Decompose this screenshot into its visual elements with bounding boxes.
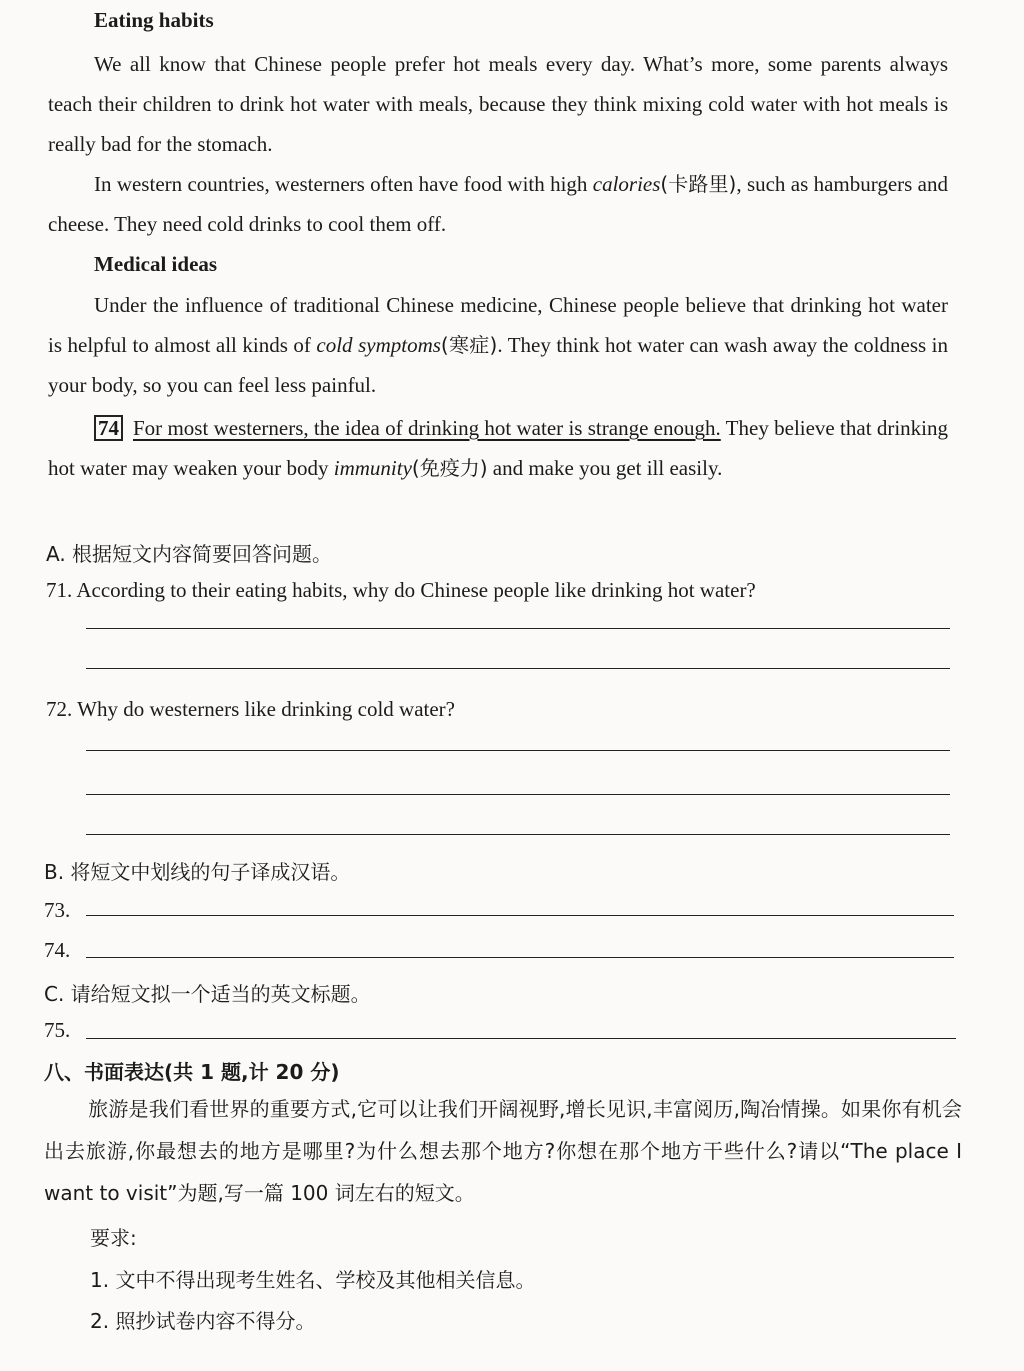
paragraph-1-text: We all know that Chinese people prefer hot meals every day. What’s more, some parents always teach their children to drink hot water with meals, because they think mixing cold water with hot meals is really bad for the stomach. bbox=[48, 52, 948, 156]
term-cold-symptoms-cn: (寒症) bbox=[440, 333, 498, 357]
term-calories-cn: (卡路里) bbox=[660, 172, 737, 196]
section-c-title: C. 请给短文拟一个适当的英文标题。 bbox=[44, 982, 371, 1006]
writing-title: 八、书面表达(共 1 题,计 20 分) bbox=[44, 1060, 340, 1084]
question-72: 72. Why do westerners like drinking cold water? bbox=[46, 697, 455, 721]
paragraph-4-text-a: They believe that drinking hot water may weaken your body bbox=[48, 416, 948, 480]
section-a-title: A. 根据短文内容简要回答问题。 bbox=[46, 542, 333, 566]
question-73-number: 73. bbox=[44, 898, 71, 922]
paragraph-4-text-b: and make you get ill easily. bbox=[487, 456, 723, 480]
requirement-1: 1. 文中不得出现考生姓名、学校及其他相关信息。 bbox=[90, 1268, 536, 1292]
requirement-2: 2. 照抄试卷内容不得分。 bbox=[90, 1309, 316, 1333]
paragraph-2 bbox=[48, 164, 948, 244]
answer-line-71a[interactable] bbox=[86, 628, 950, 629]
answer-line-75[interactable] bbox=[86, 1038, 956, 1039]
answer-line-73[interactable] bbox=[86, 915, 954, 916]
paragraph-3-text-b: . They think hot water can wash away the coldness in your body, so you can feel less painful. bbox=[48, 333, 949, 397]
answer-line-71b[interactable] bbox=[86, 668, 950, 669]
term-immunity: immunity bbox=[333, 456, 412, 480]
writing-prompt bbox=[44, 1088, 962, 1214]
term-immunity-cn: (免疫力) bbox=[411, 456, 488, 480]
paragraph-3-text-a: Under the influence of traditional Chinese medicine, Chinese people believe that drinking hot water is helpful to almost all kinds of bbox=[48, 293, 948, 357]
term-calories: calories bbox=[592, 172, 661, 196]
paragraph-2-text-a: In western countries, westerners often have food with high bbox=[94, 172, 593, 196]
answer-line-72c[interactable] bbox=[86, 834, 950, 835]
term-cold-symptoms: cold symptoms bbox=[316, 333, 441, 357]
underlined-sentence: For most westerners, the idea of drinking hot water is strange enough. bbox=[133, 416, 721, 440]
paragraph-3 bbox=[48, 285, 948, 405]
paragraph-4 bbox=[48, 408, 948, 488]
writing-prompt-text: 旅游是我们看世界的重要方式,它可以让我们开阔视野,增长见识,丰富阅历,陶冶情操。如果你有机会出去旅游,你最想去的地方是哪里?为什么想去那个地方?你想在那个地方干些什么?请以“The place I want to visit”为题,写一篇 100 词左右的短文。 bbox=[44, 1097, 962, 1205]
question-74-marker: 74 bbox=[94, 415, 123, 441]
question-71: 71. According to their eating habits, why do Chinese people like drinking hot water? bbox=[46, 578, 756, 602]
section-b-title: B. 将短文中划线的句子译成汉语。 bbox=[44, 860, 351, 884]
heading-eating-habits: Eating habits bbox=[94, 8, 214, 32]
answer-line-74[interactable] bbox=[86, 957, 954, 958]
requirements-label: 要求: bbox=[90, 1226, 137, 1250]
answer-line-72b[interactable] bbox=[86, 794, 950, 795]
paragraph-2-text-b: , such as hamburgers and cheese. They need cold drinks to cool them off. bbox=[48, 172, 948, 236]
answer-line-72a[interactable] bbox=[86, 750, 950, 751]
question-74-number: 74. bbox=[44, 938, 71, 962]
question-75-number: 75. bbox=[44, 1018, 71, 1042]
paragraph-1 bbox=[48, 44, 948, 164]
heading-medical-ideas: Medical ideas bbox=[94, 252, 218, 276]
